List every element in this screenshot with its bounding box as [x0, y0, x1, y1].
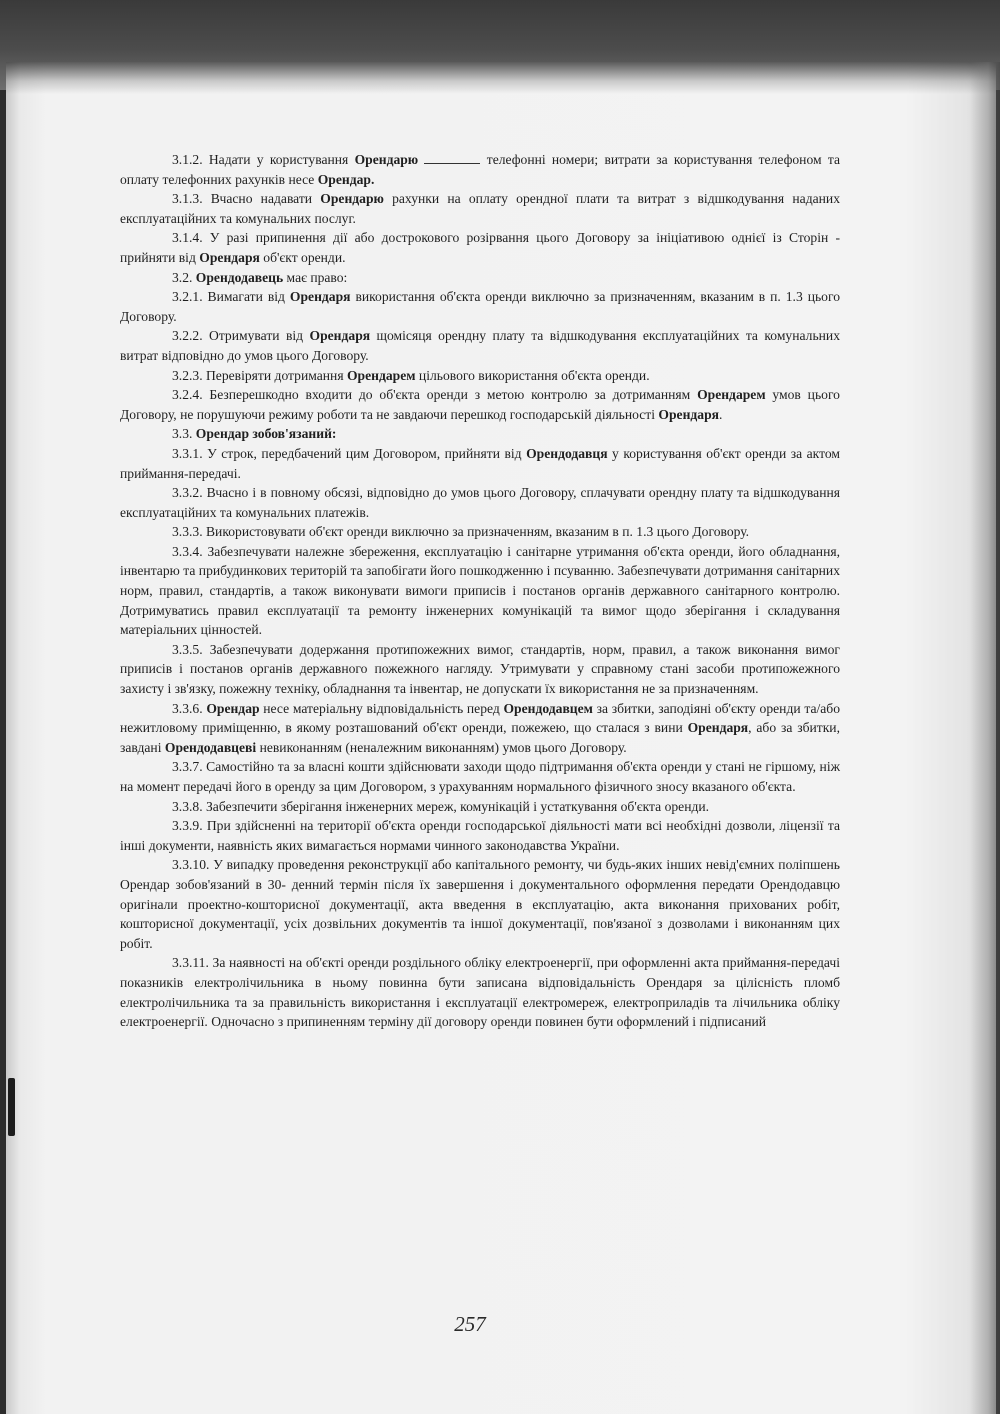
- bold-term: Орендодавцем: [503, 700, 593, 716]
- paragraph-text: 3.3.: [172, 426, 196, 442]
- bold-term: Орендар: [206, 700, 260, 716]
- paragraph-text: щомісяця орендну плату та відшкодування експлуатаційних та комунальних витрат відповідно до умов цього Договору.: [120, 328, 840, 363]
- paragraph-text: 3.3.2. Вчасно і в повному обсязі, відповідно до умов цього Договору, сплачувати орендну плату та відшкодування експлуатаційних та комунальних платежів.: [120, 485, 840, 520]
- bold-term: Орендаря: [289, 289, 351, 305]
- paragraph-text: об'єкт оренди.: [259, 249, 346, 265]
- paragraph-text: 3.2.4. Безперешкодно входити до об'єкта оренди з метою контролю за дотриманням: [172, 387, 698, 403]
- bold-term: Орендар.: [317, 171, 375, 187]
- paragraph-text: 3.1.3. Вчасно надавати: [172, 191, 321, 207]
- paragraph-text: 3.3.11. За наявності на об'єкті оренди роздільного обліку електроенергії, при оформленні акта приймання-передачі показників електролічильника в ньому повинна бути записана відповідальність Орендаря за цілісність пломб електролічильника та за правильність використання і експлуатації електромереж, електроприладів та лічильника обліку електроенергії. Одночасно з припиненням терміну дії договору оренди повинен бути оформлений і підписаний: [120, 955, 840, 1030]
- paragraph-text: 3.3.6.: [172, 700, 207, 716]
- bold-term: Орендарю: [320, 191, 384, 207]
- document-paragraph: [120, 699, 840, 758]
- bold-term: Орендаря: [309, 328, 371, 344]
- bold-term: Орендарем: [697, 387, 766, 403]
- page-number: 257: [454, 1312, 486, 1336]
- paragraph-text: має право:: [283, 269, 348, 285]
- paragraph-text: 3.2.2. Отримувати від: [172, 328, 310, 344]
- paragraph-text: 3.2.1. Вимагати від: [172, 289, 290, 305]
- document-paragraph: [120, 268, 840, 288]
- bold-term: Орендодавцеві: [164, 739, 257, 755]
- document-paragraph: [120, 816, 840, 855]
- paragraph-text: 3.3.7. Самостійно та за власні кошти здійснювати заходи щодо підтримання об'єкта оренди у стані не гіршому, ніж на момент передачі його в оренду за цим Договором, з урахуванням нормального фізичного зносу вказаного об'єкта.: [120, 759, 840, 794]
- paragraph-text: телефонні номери; витрати за користування телефоном та оплату телефонних рахунків несе: [120, 152, 841, 187]
- bold-term: Орендодавець: [195, 269, 284, 285]
- document-body: [120, 150, 840, 1032]
- paragraph-text: за збитки, заподіяні об'єкту оренди та/або нежитловому приміщенню, в якому розташований об'єкт оренди, пожежею, що сталася з вини: [120, 700, 841, 736]
- bold-term: Орендарю: [354, 152, 419, 167]
- paragraph-text: 3.2.3. Перевіряти дотримання: [172, 367, 347, 383]
- paragraph-text: 3.3.5. Забезпечувати додержання протипожежних вимог, стандартів, норм, правил, а також виконання вимог приписів і постанов органів державного пожежного нагляду. Утримувати у справному стані засоби протипожежного захисту і зв'язку, пожежну техніку, обладнання та інвентар, не допускати їх використання не за призначенням.: [120, 641, 840, 697]
- paragraph-text: невиконанням (неналежним виконанням) умов цього Договору.: [256, 739, 627, 755]
- blank-line: [424, 151, 480, 164]
- document-paragraph: [120, 424, 840, 444]
- document-paragraph: [120, 444, 840, 483]
- document-paragraph: [120, 150, 840, 189]
- page-top-shadow: [6, 62, 996, 94]
- binding-mark: [8, 1078, 15, 1136]
- paragraph-text: несе матеріальну відповідальність перед: [259, 700, 504, 716]
- paragraph-text: умов цього Договору, не порушуючи режиму роботи та не завдаючи перешкод господарській діяльності: [120, 387, 840, 422]
- document-paragraph: [120, 287, 840, 326]
- document-paragraph: [120, 228, 840, 267]
- paragraph-text: цільового використання об'єкта оренди.: [415, 367, 650, 383]
- bold-term: Орендар зобов'язаний:: [195, 426, 337, 442]
- bold-term: Орендарем: [346, 367, 416, 383]
- paragraph-text: 3.1.2. Надати у користування: [172, 152, 355, 167]
- paragraph-text: .: [719, 406, 723, 422]
- paragraph-text: 3.2.: [172, 269, 196, 285]
- document-paragraph: [120, 385, 840, 424]
- paragraph-text: 3.3.1. У строк, передбачений цим Договором, прийняти від: [172, 445, 527, 461]
- paragraph-text: рахунки на оплату орендної плати та витрат з відшкодування наданих експлуатаційних та комунальних послуг.: [120, 191, 840, 226]
- document-paragraph: [120, 326, 840, 365]
- document-paragraph: [120, 757, 840, 796]
- document-paragraph: [120, 797, 840, 817]
- paragraph-text: 3.1.4. У разі припинення дії або дострокового розірвання цього Договору за ініціативою однієї із Сторін - прийняти від: [120, 230, 840, 265]
- bold-term: Орендаря: [199, 249, 260, 265]
- document-paragraph: [120, 640, 840, 699]
- paragraph-text: 3.3.3. Використовувати об'єкт оренди виключно за призначенням, вказаним в п. 1.3 цього Договору.: [172, 524, 750, 540]
- bold-term: Орендодавця: [526, 445, 608, 461]
- document-paragraph: [120, 542, 840, 640]
- paragraph-text: , або за збитки, завдані: [120, 720, 840, 755]
- document-paragraph: [120, 855, 840, 953]
- document-paragraph: [120, 953, 840, 1031]
- paragraph-text: у користування об'єкт оренди за актом приймання-передачі.: [120, 445, 840, 481]
- document-paragraph: [120, 366, 840, 386]
- paragraph-text: 3.3.8. Забезпечити зберігання інженерних мереж, комунікацій і устаткування об'єкта оренди.: [172, 798, 710, 814]
- paragraph-text: використання об'єкта оренди виключно за призначенням, вказаним в п. 1.3 цього Договору.: [120, 289, 840, 324]
- paragraph-text: 3.3.9. При здійсненні на території об'єкта оренди господарської діяльності мати всі необхідні дозволи, ліцензії та інші документи, наявність яких вимагається нормами чинного законодавства України.: [120, 818, 840, 853]
- document-paragraph: [120, 522, 840, 542]
- bold-term: Орендаря: [658, 406, 719, 422]
- paragraph-text: 3.3.10. У випадку проведення реконструкції або капітального ремонту, чи будь-яких інших невід'ємних поліпшень Орендар зобов'язаний в 30- денний термін після їх завершення і документального оформлення передати Орендодавцю оригінали проектно-кошторисної документації, акта введення в експлуатацію, акта виконання прихованих робіт, кошторисної документації, усіх дозвільних документів та іншої документації, пов'язаної з дозволами і виконанням цих робіт.: [120, 857, 840, 951]
- bold-term: Орендаря: [687, 720, 749, 736]
- page-right-edge: [970, 62, 1000, 1414]
- paragraph-text: 3.3.4. Забезпечувати належне збереження, експлуатацію і санітарне утримання об'єкта оренди, його обладнання, інвентарю та прибудинкових територій та запобігати його пошкодженню і псуванню. Забезпечувати дотримання санітарних норм, правил, стандартів, а також виконувати вимоги приписів і постанов органів державного санітарного контролю. Дотримуватись правил експлуатації та ремонту інженерних комунікацій та вимог щодо зберігання і складування матеріальних цінностей.: [120, 543, 840, 638]
- document-paragraph: [120, 189, 840, 228]
- document-paragraph: [120, 483, 840, 522]
